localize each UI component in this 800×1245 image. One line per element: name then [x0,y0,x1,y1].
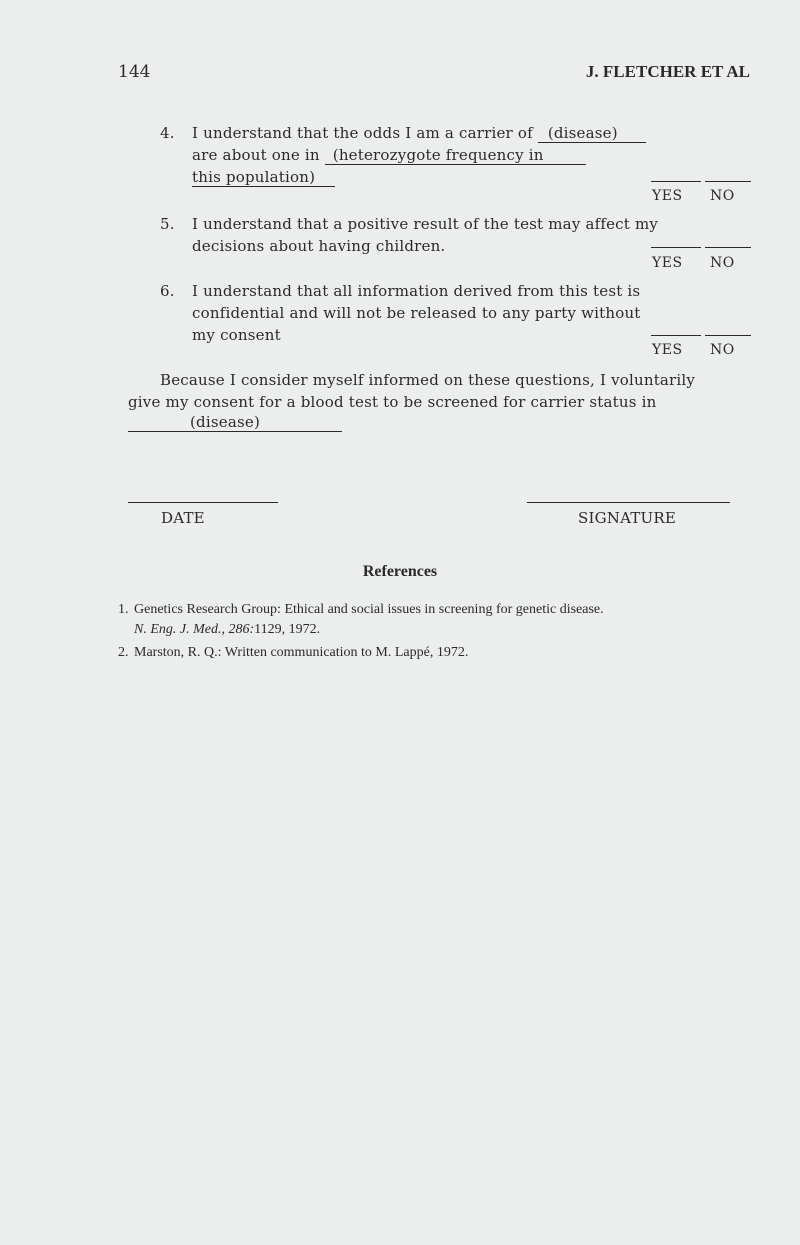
item-4-no-label: NO [710,188,735,204]
reference-1-line-2 [134,622,320,638]
item-4-no-blank[interactable] [705,181,751,182]
item-4-line-2-text: are about one in [192,146,320,164]
item-5-number: 5. [160,215,175,233]
item-6-line-1: I understand that all information derived from this test is [192,282,641,300]
item-5-line-2: decisions about having children. [192,237,446,255]
disease-blank[interactable]: (disease) [538,124,646,143]
item-6-yes-blank[interactable] [651,335,701,336]
item-5-yes-label: YES [652,255,683,271]
references-heading: References [362,563,438,580]
item-4-line-2 [192,146,586,165]
population-blank[interactable]: this population) [192,168,335,187]
date-line[interactable] [128,502,278,503]
item-6-no-blank[interactable] [705,335,751,336]
reference-1-number: 1. [118,602,129,617]
consent-line-3 [128,413,342,432]
page-number: 144 [118,62,151,82]
signature-label: SIGNATURE [578,509,677,527]
item-6-number: 6. [160,282,175,300]
item-5-no-blank[interactable] [705,247,751,248]
reference-1-pages: 1129, 1972. [254,622,321,637]
running-author: J. FLETCHER ET AL [585,62,750,81]
item-6-line-3: my consent [192,326,281,344]
reference-2-text: Marston, R. Q.: Written communication to M. Lappé, 1972. [134,645,469,660]
item-4-line-1-text: I understand that the odds I am a carrier of [192,124,533,142]
item-5-yes-blank[interactable] [651,247,701,248]
item-5-line-1: I understand that a positive result of the test may affect my [192,215,659,233]
item-6-no-label: NO [710,342,735,358]
consent-line-1: Because I consider myself informed on these questions, I voluntarily [160,371,696,389]
item-4-number: 4. [160,124,175,142]
item-4-yes-label: YES [652,188,683,204]
item-4-line-3 [192,168,335,187]
heterozygote-frequency-blank[interactable]: (heterozygote frequency in [325,146,586,165]
reference-2-number: 2. [118,645,129,660]
signature-line[interactable] [527,502,730,503]
date-label: DATE [161,509,205,527]
reference-1-journal: N. Eng. J. Med., 286: [134,622,255,637]
reference-1-line-1: Genetics Research Group: Ethical and social issues in screening for genetic disease. [134,602,604,617]
item-5-no-label: NO [710,255,735,271]
consent-disease-blank[interactable]: (disease) [128,413,342,432]
consent-line-2: give my consent for a blood test to be screened for carrier status in [128,393,657,411]
item-4-yes-blank[interactable] [651,181,701,182]
item-6-line-2: confidential and will not be released to any party without [192,304,641,322]
item-6-yes-label: YES [652,342,683,358]
item-4-line-1 [192,124,646,143]
